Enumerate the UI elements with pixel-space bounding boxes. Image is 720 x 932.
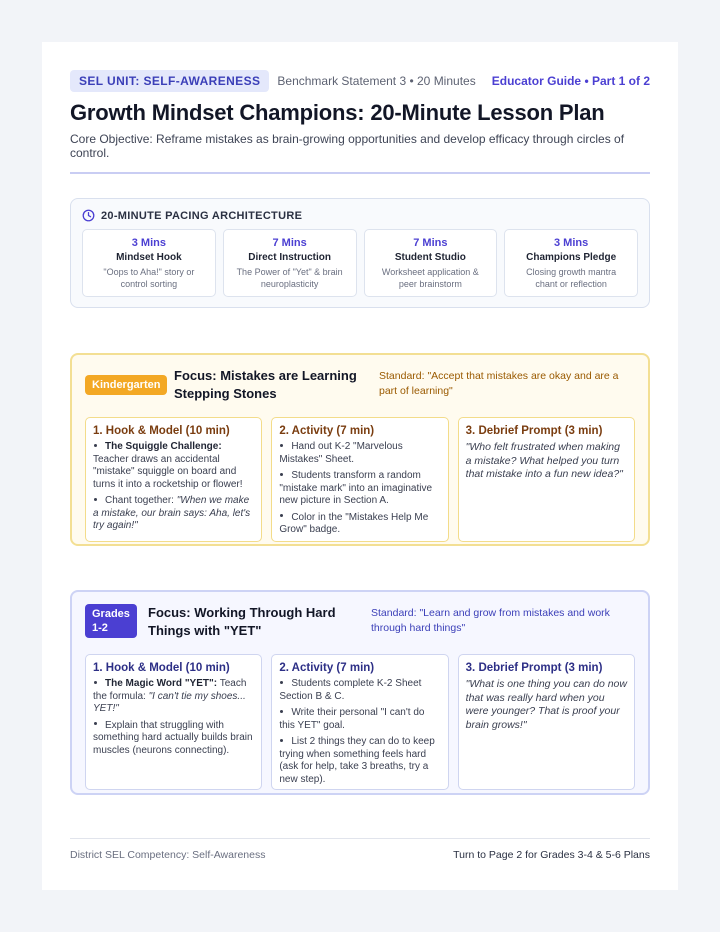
pacing-block-studio — [364, 229, 498, 297]
card-title: 1. Hook & Model (10 min) — [93, 425, 230, 437]
activity-card — [271, 654, 448, 790]
pacing-block-pledge — [504, 229, 638, 297]
footer-competency: District SEL Competency: Self-Awareness — [70, 849, 266, 861]
bullet-text: Explain that struggling with something hard actually builds brain muscles (neurons connecting). — [93, 719, 253, 756]
pacing-block-desc: "Oops to Aha!" story or control sorting — [103, 267, 195, 289]
bullet-text: Hand out K-2 "Marvelous Mistakes" Sheet. — [279, 441, 403, 465]
list-item — [93, 495, 254, 533]
pacing-block-name: Mindset Hook — [116, 252, 182, 263]
list-item — [279, 678, 440, 703]
kindergarten-section — [70, 353, 650, 546]
clock-icon — [82, 209, 95, 222]
bullet-text: Write their personal "I can't do this YET" goal. — [279, 707, 425, 731]
grade-tag-line: 1-2 — [92, 622, 108, 634]
pacing-block-hook — [82, 229, 216, 297]
hook-card — [85, 654, 262, 790]
pacing-block-name: Champions Pledge — [526, 252, 617, 263]
activity-list — [279, 678, 440, 786]
debrief-prompt: "Who felt frustrated when making a mistake? What helped you turn that mistake into a fun new idea?" — [465, 441, 623, 480]
benchmark-text: Benchmark Statement 3 • 20 Minutes — [277, 74, 476, 88]
list-item — [279, 441, 440, 466]
activity-card — [271, 417, 448, 542]
bullet-text: Teacher draws an accidental "mistake" squiggle on board and turns it into a rocketship or flower! — [93, 453, 243, 490]
header-meta-row — [70, 70, 650, 92]
pacing-block-instruction — [223, 229, 357, 297]
list-item — [93, 441, 254, 491]
footer — [70, 838, 650, 861]
pacing-block-minutes: 3 Mins — [554, 237, 589, 249]
pacing-block-minutes: 7 Mins — [272, 237, 307, 249]
grade-tag-grades-1-2 — [85, 604, 137, 638]
section-standard: Standard: "Learn and grow from mistakes and work through hard things" — [371, 607, 610, 634]
card-title: 3. Debrief Prompt (3 min) — [465, 662, 603, 674]
page-title: Growth Mindset Champions: 20-Minute Lesson Plan — [70, 100, 605, 125]
core-objective: Core Objective: Reframe mistakes as brain-growing opportunities and develop efficacy through circles of control. — [70, 132, 625, 160]
grades-1-2-section — [70, 590, 650, 795]
bullet-bold: The Squiggle Challenge: — [105, 441, 222, 452]
activity-cards — [85, 654, 635, 790]
bullet-text: Teach the formula: — [93, 678, 247, 702]
pacing-heading — [82, 209, 638, 222]
bullet-text: Color in the "Mistakes Help Me Grow" badge. — [279, 511, 429, 535]
bullet-text: Students complete K-2 Sheet Section B & C. — [279, 678, 422, 702]
grade-tag-kindergarten: Kindergarten — [85, 375, 167, 395]
list-item — [279, 707, 440, 732]
section-header — [85, 367, 635, 411]
bullet-bold: The Magic Word "YET": — [105, 678, 218, 689]
hook-list — [93, 678, 254, 757]
debrief-card — [458, 417, 635, 542]
card-title: 3. Debrief Prompt (3 min) — [465, 425, 603, 437]
activity-cards — [85, 417, 635, 542]
section-focus: Focus: Working Through Hard Things with "YET" — [148, 605, 336, 638]
section-header — [85, 604, 635, 648]
grade-tag-line: Grades — [92, 608, 130, 620]
bullet-italic: "I can't tie my shoes... YET!" — [93, 690, 246, 714]
section-standard: Standard: "Accept that mistakes are okay and are a part of learning" — [379, 370, 619, 397]
list-item — [93, 720, 254, 758]
card-title: 1. Hook & Model (10 min) — [93, 662, 230, 674]
header — [70, 70, 650, 174]
bullet-text: Students transform a random "mistake mark" into an imaginative new picture in Section A. — [279, 470, 433, 506]
activity-list — [279, 441, 440, 537]
card-title: 2. Activity (7 min) — [279, 662, 375, 674]
list-item — [279, 512, 440, 537]
pacing-heading-text: 20-MINUTE PACING ARCHITECTURE — [101, 209, 303, 222]
list-item — [279, 736, 440, 786]
pacing-blocks — [82, 229, 638, 297]
bullet-text: List 2 things they can do to keep trying when something feels hard (ask for help, take 3 breaths, try a new step). — [279, 736, 435, 785]
pacing-block-desc: Closing growth mantra chant or reflection — [526, 267, 617, 289]
footer-next-page: Turn to Page 2 for Grades 3-4 & 5-6 Plans — [453, 849, 650, 861]
list-item — [279, 470, 440, 508]
pacing-block-name: Student Studio — [394, 252, 466, 263]
pacing-block-desc: The Power of "Yet" & brain neuroplasticity — [236, 267, 343, 289]
header-divider — [70, 172, 650, 174]
list-item — [93, 678, 254, 716]
card-title: 2. Activity (7 min) — [279, 425, 375, 437]
section-focus: Focus: Mistakes are Learning Stepping Stones — [174, 368, 357, 401]
hook-card — [85, 417, 262, 542]
lesson-plan-page — [42, 42, 678, 890]
unit-badge: SEL UNIT: SELF-AWARENESS — [70, 70, 269, 92]
debrief-prompt: "What is one thing you can do now that was really hard when you were younger? That is proof your brain grows!" — [465, 678, 627, 731]
pacing-block-minutes: 3 Mins — [131, 237, 166, 249]
pacing-block-minutes: 7 Mins — [413, 237, 448, 249]
debrief-card — [458, 654, 635, 790]
bullet-text: Chant together: — [105, 495, 177, 506]
pacing-architecture-panel — [70, 198, 650, 308]
bullet-italic: "When we make a mistake, our brain says: Aha, let's try again!" — [93, 495, 251, 531]
pacing-block-desc: Worksheet application & peer brainstorm — [381, 267, 479, 289]
hook-list — [93, 441, 254, 533]
pacing-block-name: Direct Instruction — [248, 252, 332, 263]
guide-label: Educator Guide • Part 1 of 2 — [491, 74, 650, 88]
